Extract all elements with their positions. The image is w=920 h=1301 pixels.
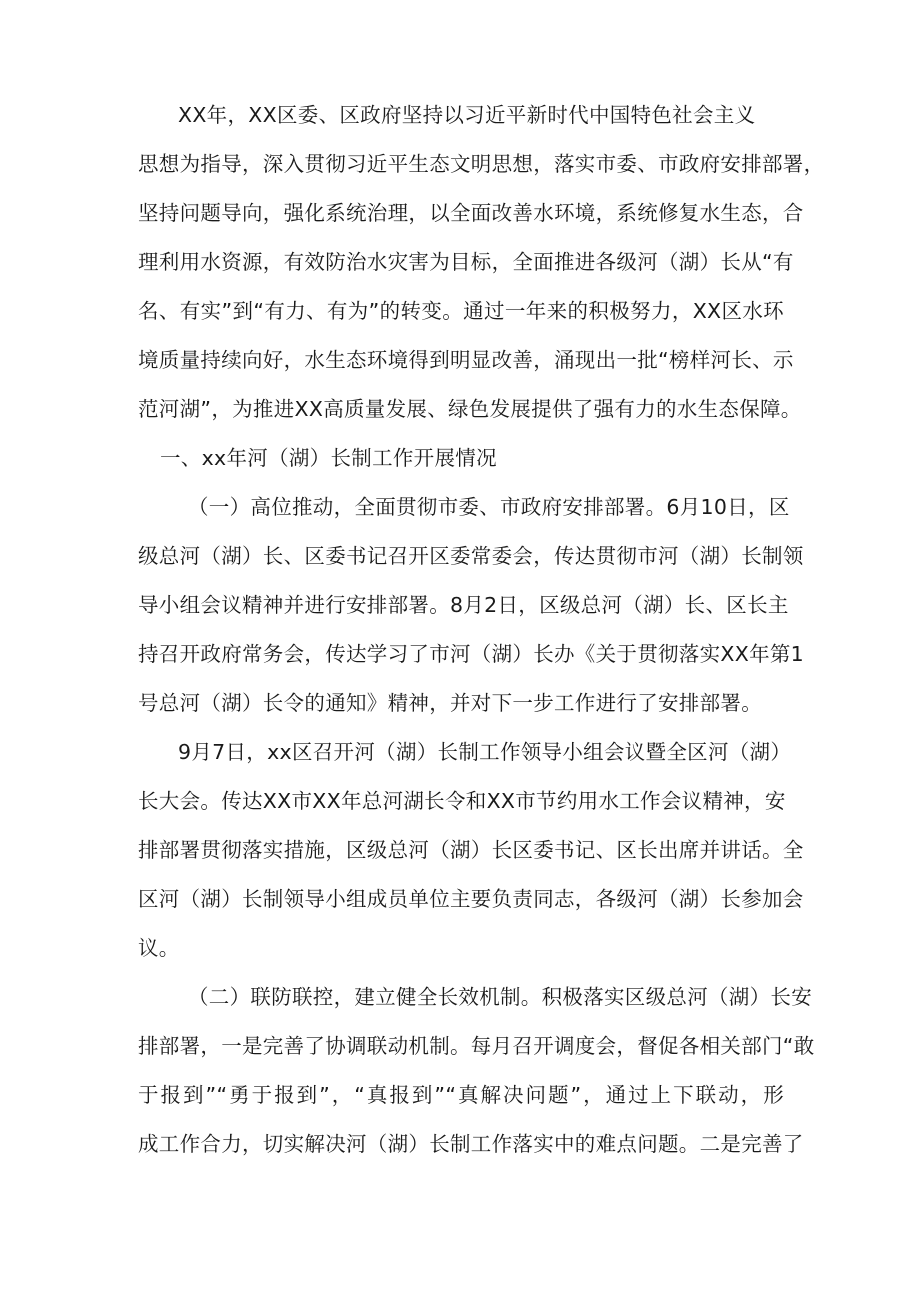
section-heading: 一、xx年河（湖）长制工作开展情况 [160, 446, 497, 470]
paragraph-line: 范河湖”，为推进XX高质量发展、绿色发展提供了强有力的水生态保障。 [138, 397, 802, 421]
paragraph-line: 9月7日，xx区召开河（湖）长制工作领导小组会议暨全区河（湖） [178, 740, 792, 764]
paragraph-line: 成工作合力，切实解决河（湖）长制工作落实中的难点问题。二是完善了 [138, 1132, 804, 1156]
paragraph-line: 境质量持续向好，水生态环境得到明显改善，涌现出一批“榜样河长、示 [138, 348, 794, 372]
paragraph-line: 名、有实”到“有力、有为”的转变。通过一年来的积极努力，XX区水环 [138, 299, 784, 323]
paragraph-line: （一）高位推动，全面贯彻市委、市政府安排部署。6月10日，区 [188, 495, 790, 519]
paragraph-line: 议。 [138, 936, 180, 960]
paragraph-line: 理利用水资源，有效防治水灾害为目标，全面推进各级河（湖）长从“有 [138, 250, 794, 274]
paragraph-line: 长大会。传达XX市XX年总河湖长令和XX市节约用水工作会议精神，安 [138, 789, 786, 813]
paragraph-line: 导小组会议精神并进行安排部署。8月2日，区级总河（湖）长、区长主 [138, 593, 789, 617]
paragraph-line: 持召开政府常务会，传达学习了市河（湖）长办《关于贯彻落实XX年第1 [138, 642, 805, 666]
paragraph-line: （二）联防联控，建立健全长效机制。积极落实区级总河（湖）长安 [188, 985, 812, 1009]
paragraph-line: 思想为指导，深入贯彻习近平生态文明思想，落实市委、市政府安排部署， [138, 152, 825, 176]
paragraph-line: 坚持问题导向，强化系统治理，以全面改善水环境，系统修复水生态，合 [138, 201, 804, 225]
paragraph-line: XX年，XX区委、区政府坚持以习近平新时代中国特色社会主义 [178, 103, 756, 127]
paragraph-line: 区河（湖）长制领导小组成员单位主要负责同志，各级河（湖）长参加会 [138, 887, 804, 911]
paragraph-line: 号总河（湖）长令的通知》精神，并对下一步工作进行了安排部署。 [138, 691, 762, 715]
paragraph-line: 于报到”“勇于报到”，“真报到”“真解决问题”，通过上下联动，形 [138, 1083, 784, 1107]
paragraph-line: 级总河（湖）长、区委书记召开区委常委会，传达贯彻市河（湖）长制领 [138, 544, 804, 568]
paragraph-line: 排部署贯彻落实措施，区级总河（湖）长区委书记、区长出席并讲话。全 [138, 838, 804, 862]
paragraph-line: 排部署，一是完善了协调联动机制。每月召开调度会，督促各相关部门“敢 [138, 1034, 815, 1058]
